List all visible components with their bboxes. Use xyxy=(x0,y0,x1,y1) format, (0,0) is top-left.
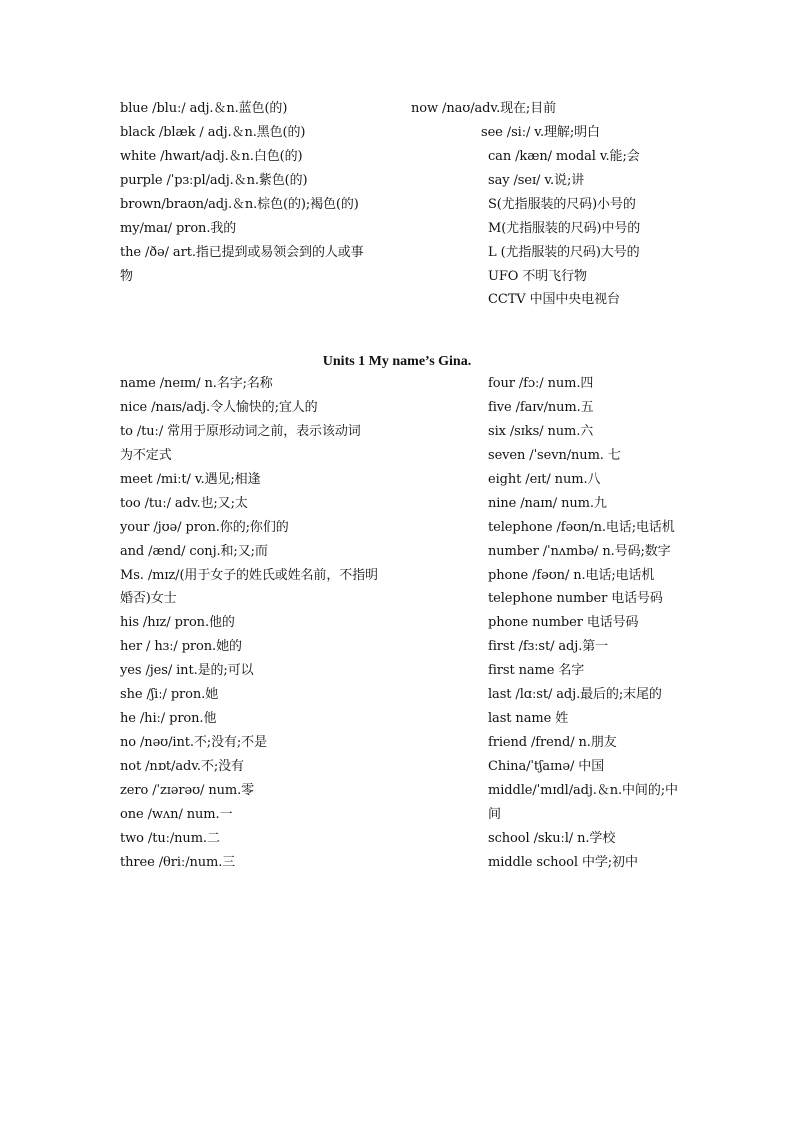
vocab-line: to /tuː/ 常用于原形动词之前，表示该动词 xyxy=(120,424,361,439)
vocab-line: first name 名字 xyxy=(488,663,585,678)
vocab-line: her / hɜː/ pron.她的 xyxy=(120,639,242,654)
vocab-line: seven /ˈsevn/num. 七 xyxy=(488,448,621,463)
vocab-line: yes /jes/ int.是的;可以 xyxy=(120,663,254,678)
vocab-line: five /faɪv/num.五 xyxy=(488,400,594,415)
vocab-line: too /tuː/ adv.也;又;太 xyxy=(120,496,248,511)
vocab-line: China/ˈtʃaɪnə/ 中国 xyxy=(488,759,605,774)
vocab-line: school /skuːl/ n.学校 xyxy=(488,831,616,846)
vocab-line: 婚否)女士 xyxy=(120,591,177,606)
vocab-line: blue /bluː/ adj.＆n.蓝色(的) xyxy=(120,101,288,116)
vocab-line: eight /eɪt/ num.八 xyxy=(488,472,601,487)
vocab-line: meet /miːt/ v.遇见;相逢 xyxy=(120,472,261,487)
vocab-line: the /ðə/ art.指已提到或易领会到的人或事 xyxy=(120,245,364,260)
vocab-line: not /nɒt/adv.不;没有 xyxy=(120,759,244,774)
vocab-line: now /naʊ/adv.现在;目前 xyxy=(411,101,556,116)
vocab-line: purple /ˈpɜːpl/adj.＆n.紫色(的) xyxy=(120,173,308,188)
vocab-line: Ms. /mɪz/(用于女子的姓氏或姓名前，不指明 xyxy=(120,568,378,583)
vocab-line: four /fɔː/ num.四 xyxy=(488,376,594,391)
vocab-line: CCTV 中国中央电视台 xyxy=(488,292,620,307)
vocab-line: black /blæk / adj.＆n.黑色(的) xyxy=(120,125,306,140)
vocab-line: she /ʃiː/ pron.她 xyxy=(120,687,219,702)
vocab-line: two /tuː/num.二 xyxy=(120,831,220,846)
vocab-line: first /fɜːst/ adj.第一 xyxy=(488,639,609,654)
vocab-line: 间 xyxy=(488,807,501,822)
section-title: Units 1 My name’s Gina. xyxy=(322,354,472,369)
vocab-line: friend /frend/ n.朋友 xyxy=(488,735,617,750)
vocab-line: telephone /fəʊn/n.电话;电话机 xyxy=(488,520,675,535)
vocab-line: nice /naɪs/adj.令人愉快的;宜人的 xyxy=(120,400,318,415)
vocab-line: S(尤指服装的尺码)小号的 xyxy=(488,197,636,212)
vocab-line: can /kæn/ modal v.能;会 xyxy=(488,149,640,164)
vocab-line: 为不定式 xyxy=(120,448,172,463)
vocab-line: his /hɪz/ pron.他的 xyxy=(120,615,235,630)
vocab-line: telephone number 电话号码 xyxy=(488,591,663,606)
vocab-line: he /hiː/ pron.他 xyxy=(120,711,217,726)
vocab-line: middle school 中学;初中 xyxy=(488,855,638,870)
vocab-line: white /hwaɪt/adj.＆n.白色(的) xyxy=(120,149,303,164)
vocab-line: no /nəʊ/int.不;没有;不是 xyxy=(120,735,267,750)
vocab-line: phone number 电话号码 xyxy=(488,615,639,630)
vocab-line: brown/braʊn/adj.＆n.棕色(的);褐色(的) xyxy=(120,197,359,212)
vocab-line: zero /ˈzɪərəʊ/ num.零 xyxy=(120,783,255,798)
vocab-line: 物 xyxy=(120,269,133,284)
vocab-line: middle/ˈmɪdl/adj.＆n.中间的;中 xyxy=(488,783,678,798)
vocab-line: name /neɪm/ n.名字;名称 xyxy=(120,376,273,391)
vocab-line: one /wʌn/ num.一 xyxy=(120,807,233,822)
vocab-line: UFO 不明飞行物 xyxy=(488,269,587,284)
vocab-line: your /jʊə/ pron.你的;你们的 xyxy=(120,520,289,535)
vocab-line: see /siː/ v.理解;明白 xyxy=(481,125,600,140)
vocab-line: and /ænd/ conj.和;又;而 xyxy=(120,544,268,559)
vocab-line: last /lɑːst/ adj.最后的;末尾的 xyxy=(488,687,662,702)
vocab-line: L (尤指服装的尺码)大号的 xyxy=(488,245,640,260)
vocab-line: phone /fəʊn/ n.电话;电话机 xyxy=(488,568,655,583)
vocab-line: last name 姓 xyxy=(488,711,569,726)
vocab-line: six /sɪks/ num.六 xyxy=(488,424,594,439)
vocab-line: three /θriː/num.三 xyxy=(120,855,236,870)
vocab-line: nine /naɪn/ num.九 xyxy=(488,496,607,511)
vocab-line: my/maɪ/ pron.我的 xyxy=(120,221,237,236)
vocab-line: number /ˈnʌmbə/ n.号码;数字 xyxy=(488,544,671,559)
vocab-line: M(尤指服装的尺码)中号的 xyxy=(488,221,641,236)
vocab-line: say /seɪ/ v.说;讲 xyxy=(488,173,585,188)
